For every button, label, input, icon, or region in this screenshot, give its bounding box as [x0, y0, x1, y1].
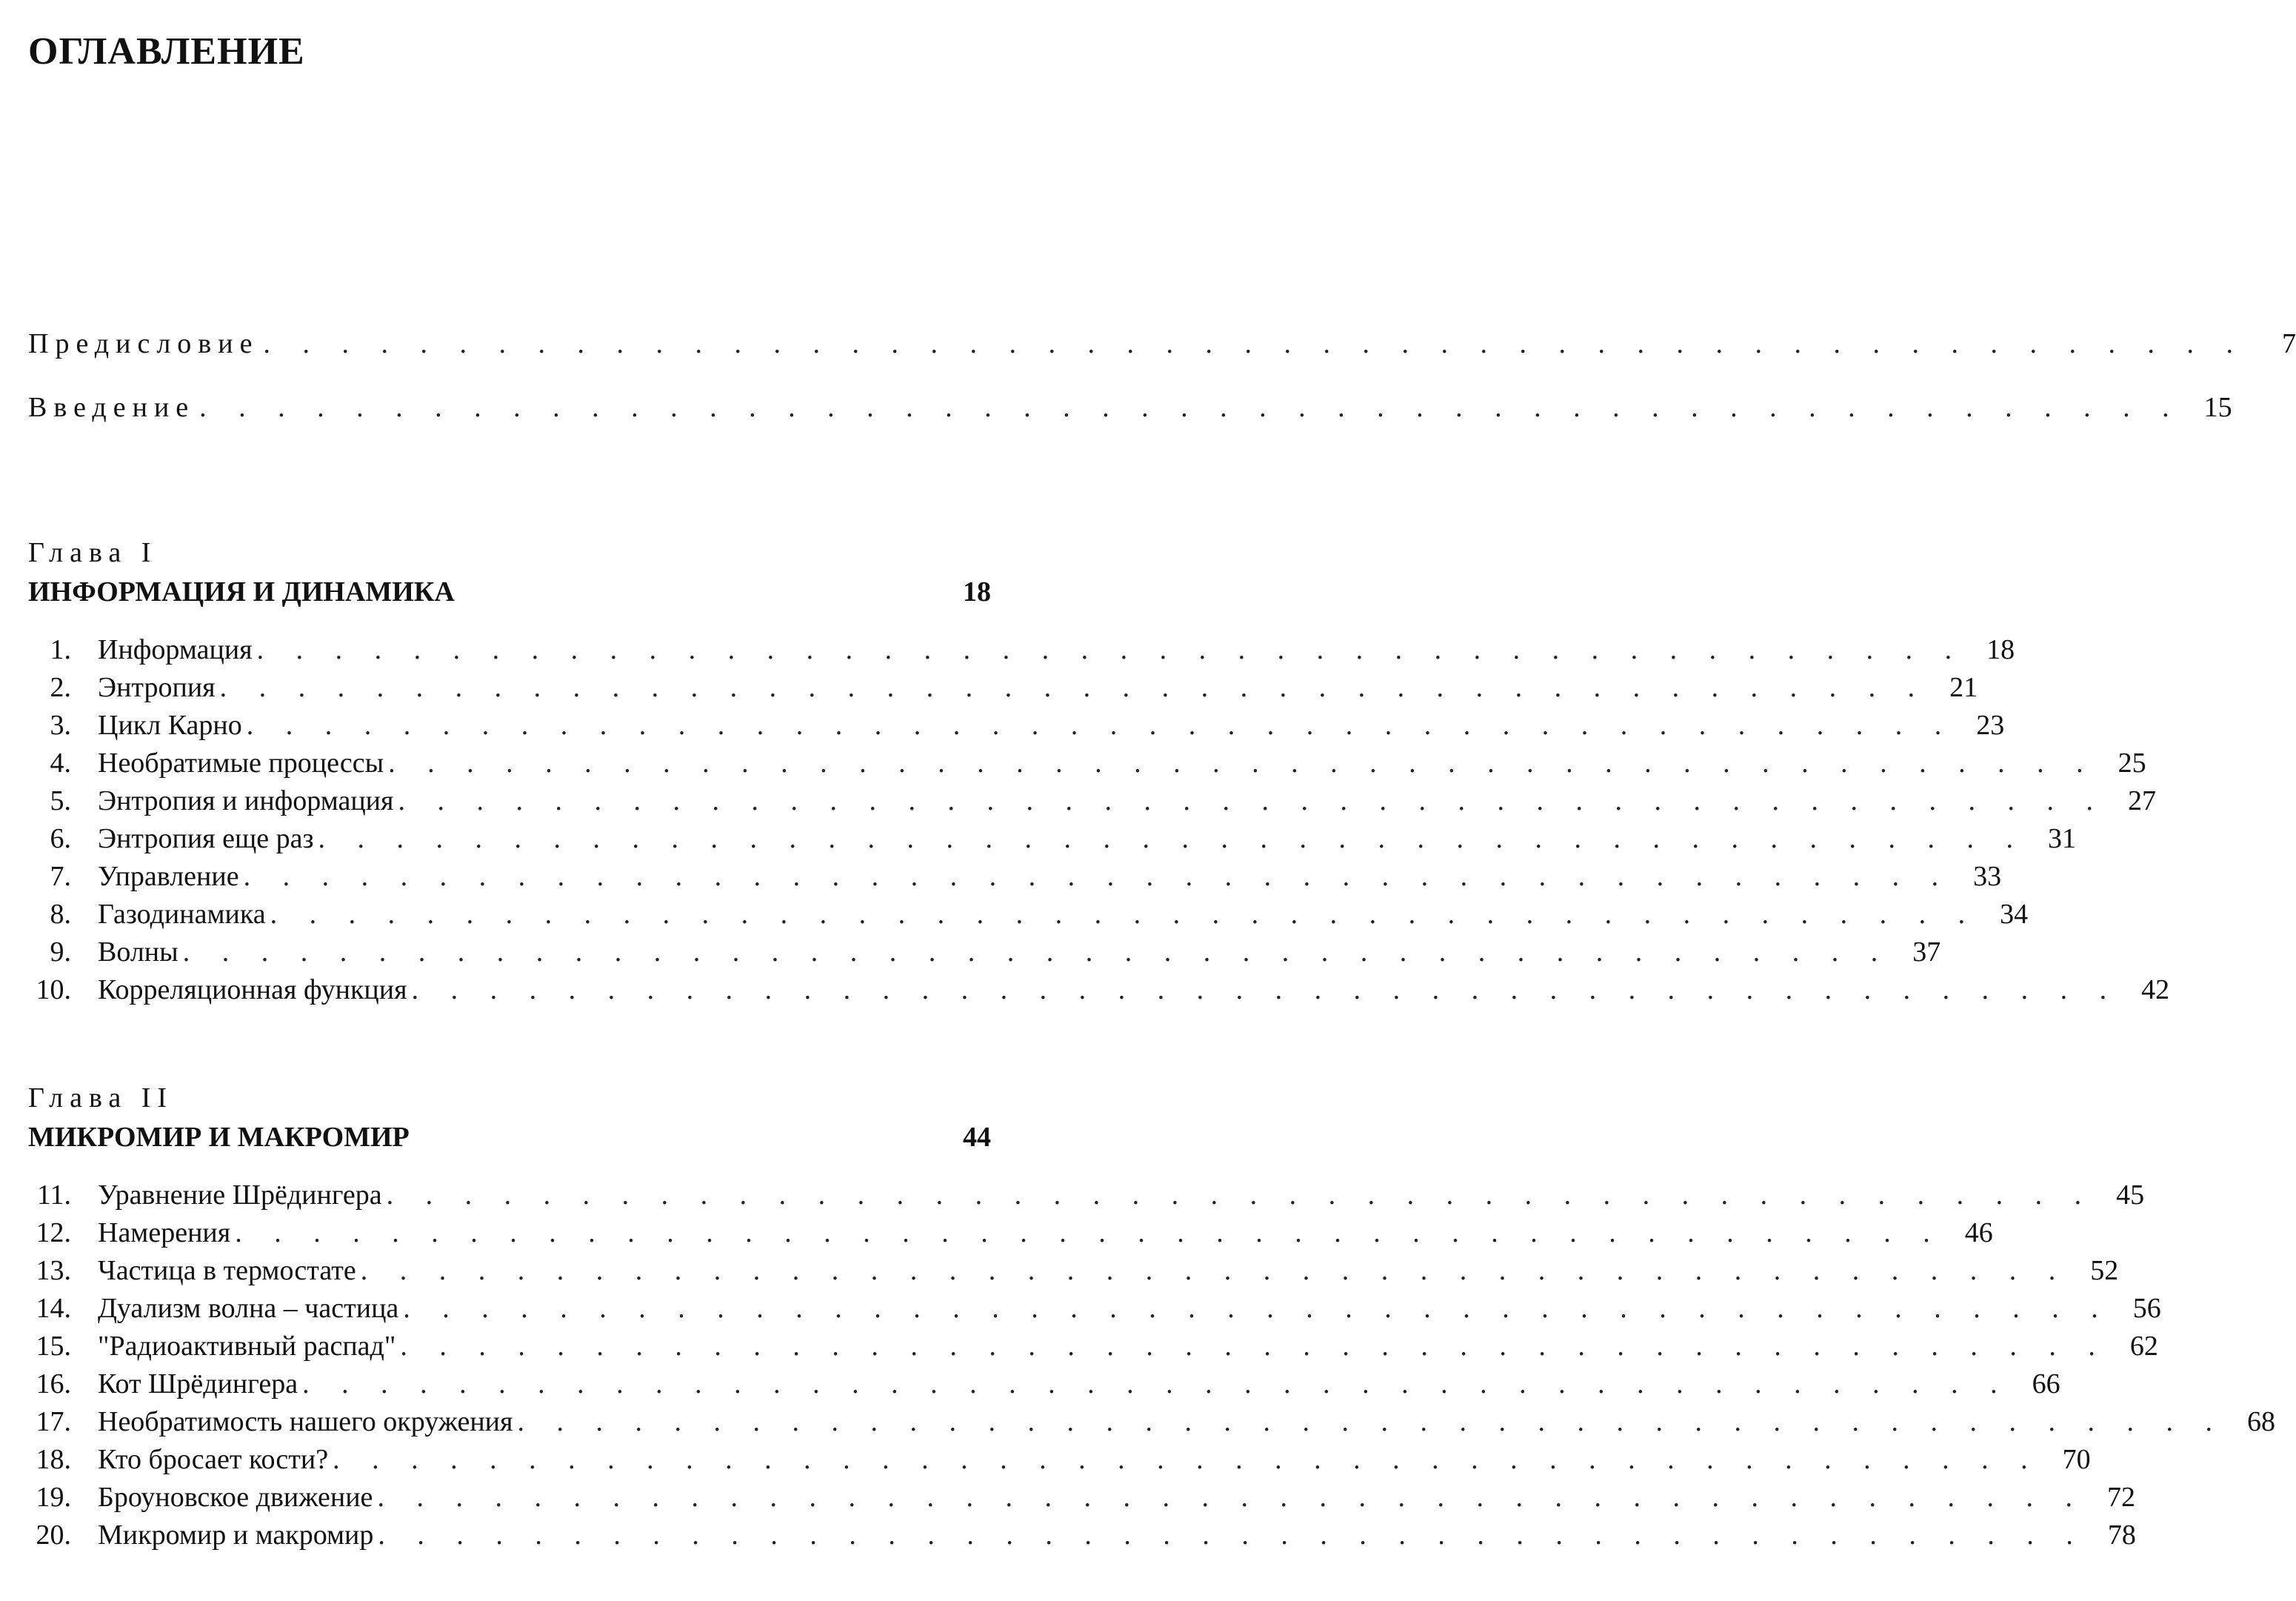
toc-entry-page: 45	[2116, 1179, 2145, 1211]
toc-entry-label: Энтропия	[98, 670, 220, 705]
toc-entry-label: Информация	[98, 633, 257, 667]
toc-entry-label: Энтропия еще раз	[98, 822, 318, 856]
dot-leader: . . . . . . . . . . . . . . . . . . . . . . . . . . . . . . . . . . . . . . . . . . . .	[517, 1406, 2225, 1437]
toc-entry-page: 34	[2000, 899, 2029, 930]
dot-leader: . . . . . . . . . . . . . . . . . . . . . . . . . . . . . . . . . . . . . . . . . . . .	[333, 1444, 2040, 1475]
toc-entry-label: Микромир и макромир	[98, 1518, 378, 1552]
toc-entry-number: 9.	[50, 936, 71, 968]
dot-leader: . . . . . . . . . . . . . . . . . . . . . . . . . . . . . . . . . . . . . . . . . . . .	[400, 1331, 2108, 1362]
chapter-title: МИКРОМИР И МАКРОМИР	[28, 1122, 410, 1153]
toc-entry-page: 68	[2246, 1406, 2275, 1437]
toc-entry-label: "Радиоактивный распад"	[98, 1329, 400, 1363]
chapter-page: 44	[963, 1122, 991, 1153]
toc-entry-page: 31	[2048, 823, 2077, 854]
dot-leader: . . . . . . . . . . . . . . . . . . . . . . . . . . . . . . . . . . . . . . . . . . . .	[378, 1520, 2086, 1551]
toc-entry-page: 15	[2203, 392, 2232, 423]
toc-entry-label: Частица в термостате	[98, 1254, 361, 1288]
toc-entry[interactable]	[28, 859, 2002, 893]
dot-leader: . . . . . . . . . . . . . . . . . . . . . . . . . . . . . . . . . . . . . . . . . . . .	[386, 1179, 2095, 1211]
toc-entry[interactable]	[28, 973, 2170, 1007]
toc-entry-page: 27	[2128, 785, 2157, 816]
toc-entry-page: 23	[1976, 710, 2005, 741]
toc-entry-page: 78	[2107, 1520, 2136, 1551]
dot-leader: . . . . . . . . . . . . . . . . . . . . . . . . . . . . . . . . . . . . . . . . . . . .	[360, 1255, 2069, 1286]
toc-entry-label: Предисловие	[28, 327, 263, 361]
toc-entry-label: Введение	[28, 390, 199, 425]
toc-entry-number: 10.	[36, 974, 71, 1005]
toc-entry-page: 72	[2106, 1482, 2135, 1513]
toc-entry-label: Цикл Карно	[98, 708, 247, 742]
toc-entry-number: 11.	[36, 1179, 71, 1211]
toc-entry[interactable]	[28, 1405, 2275, 1439]
dot-leader: . . . . . . . . . . . . . . . . . . . . . . . . . . . . . . . . . . . . . . . . . . . .	[270, 899, 1978, 930]
toc-entry-label: Необратимость нашего окружения	[98, 1405, 517, 1439]
toc-entry-label: Энтропия и информация	[98, 784, 398, 818]
toc-entry-label: Кот Шрёдингера	[98, 1367, 302, 1401]
toc-entry-label: Управление	[98, 859, 244, 893]
toc-entry-number: 15.	[36, 1331, 71, 1362]
dot-leader: . . . . . . . . . . . . . . . . . . . . . . . . . . . . . . . . . . . . . . . . . . . .	[377, 1482, 2085, 1513]
toc-entry[interactable]	[28, 935, 1941, 969]
toc-entry-label: Газодинамика	[98, 897, 270, 931]
toc-entry-page: 52	[2090, 1255, 2119, 1286]
dot-leader: . . . . . . . . . . . . . . . . . . . . . . . . . . . . . . . . . . . . . . . . . . . .	[398, 785, 2106, 816]
toc-entry-number: 8.	[50, 899, 71, 930]
dot-leader: . . . . . . . . . . . . . . . . . . . . . . . . . . . . . . . . . . . . . . . . . . . .	[219, 672, 1928, 703]
toc-entry-number: 19.	[36, 1482, 71, 1513]
toc-entry[interactable]	[28, 633, 2015, 667]
toc-entry-page: 56	[2132, 1293, 2161, 1324]
toc-entry[interactable]	[28, 746, 2146, 780]
toc-entry[interactable]	[28, 1178, 2145, 1212]
toc-entry-label: Броуновское движение	[98, 1480, 377, 1514]
chapter-page: 18	[963, 576, 991, 608]
toc-entry-number: 7.	[50, 861, 71, 892]
toc-entry-page: 66	[2032, 1368, 2060, 1399]
toc-entry-number: 18.	[36, 1444, 71, 1475]
toc-entry[interactable]	[28, 1367, 2060, 1401]
chapter-heading[interactable]	[28, 575, 991, 609]
toc-entry[interactable]	[28, 708, 2005, 742]
toc-entry-page: 21	[1949, 672, 1978, 703]
dot-leader: . . . . . . . . . . . . . . . . . . . . . . . . . . . . . . . . . . . . . . . . . . . .	[411, 974, 2120, 1005]
toc-entry-label: Необратимые процессы	[98, 746, 388, 780]
dot-leader: . . . . . . . . . . . . . . . . . . . . . . . . . . . . . . . . . . . . . . . . . . . .	[235, 1217, 1943, 1248]
toc-entry-number: 3.	[50, 710, 71, 741]
toc-entry-label: Уравнение Шрёдингера	[98, 1178, 387, 1212]
dot-leader: . . . . . . . . . . . . . . . . . . . . . . . . . . . . . . . . . . . . . . . . . . . .	[302, 1368, 2010, 1399]
toc-entry-number: 1.	[50, 634, 71, 665]
dot-leader: . . . . . . . . . . . . . . . . . . . . . . . . . . . . . . . . . . . . . . . . . . . .	[403, 1293, 2111, 1324]
toc-entry[interactable]	[28, 1480, 2135, 1514]
toc-entry-page: 46	[1964, 1217, 1993, 1248]
toc-entry-label: Корреляционная функция	[98, 973, 412, 1007]
toc-entry-preface[interactable]	[28, 327, 2296, 361]
toc-entry-number: 2.	[50, 672, 71, 703]
toc-entry-label: Намерения	[98, 1216, 235, 1250]
dot-leader: . . . . . . . . . . . . . . . . . . . . . . . . . . . . . . . . . . . . . . . . . . . . . . . . . . .	[199, 392, 2182, 423]
dot-leader: . . . . . . . . . . . . . . . . . . . . . . . . . . . . . . . . . . . . . . . . . . . .	[243, 861, 1952, 892]
toc-entry-label: Кто бросает кости?	[98, 1442, 333, 1477]
dot-leader: . . . . . . . . . . . . . . . . . . . . . . . . . . . . . . . . . . . . . . . . . . . .	[256, 634, 1965, 665]
toc-entry-page: 37	[1912, 936, 1941, 968]
toc-entry[interactable]	[28, 1329, 2158, 1363]
toc-entry[interactable]	[28, 784, 2157, 818]
toc-entry-page: 25	[2118, 748, 2146, 779]
toc-entry[interactable]	[28, 822, 2077, 856]
dot-leader: . . . . . . . . . . . . . . . . . . . . . . . . . . . . . . . . . . . . . . . . . . . .	[318, 823, 2026, 854]
toc-entry-number: 16.	[36, 1368, 71, 1399]
toc-entry[interactable]	[28, 1442, 2091, 1477]
toc-entry-number: 5.	[50, 785, 71, 816]
toc-entry[interactable]	[28, 1518, 2136, 1552]
dot-leader: . . . . . . . . . . . . . . . . . . . . . . . . . . . . . . . . . . . . . . . . . . . .	[246, 710, 1955, 741]
chapter-label: Глава I	[28, 537, 158, 568]
toc-entry[interactable]	[28, 897, 2029, 931]
toc-entry-number: 4.	[50, 748, 71, 779]
chapter-title: ИНФОРМАЦИЯ И ДИНАМИКА	[28, 576, 455, 608]
chapter-heading[interactable]	[28, 1120, 991, 1154]
page-title: ОГЛАВЛЕНИЕ	[28, 30, 305, 73]
toc-entry-page: 18	[1986, 634, 2015, 665]
toc-page	[28, 0, 2296, 1601]
toc-entry-number: 13.	[36, 1255, 71, 1286]
toc-entry-number: 20.	[36, 1520, 71, 1551]
toc-entry-page: 7	[2281, 328, 2296, 359]
chapter-label: Глава II	[28, 1082, 174, 1114]
toc-entry-introduction[interactable]	[28, 390, 2232, 425]
toc-entry[interactable]	[28, 1216, 1993, 1250]
toc-entry-number: 6.	[50, 823, 71, 854]
dot-leader: . . . . . . . . . . . . . . . . . . . . . . . . . . . . . . . . . . . . . . . . . . . . . . . . . . .	[263, 328, 2246, 359]
toc-entry-label: Волны	[98, 935, 183, 969]
toc-entry-page: 42	[2141, 974, 2170, 1005]
toc-entry-number: 14.	[36, 1293, 71, 1324]
dot-leader: . . . . . . . . . . . . . . . . . . . . . . . . . . . . . . . . . . . . . . . . . . . .	[388, 748, 2096, 779]
toc-entry-page: 62	[2129, 1331, 2158, 1362]
toc-entry-number: 12.	[36, 1217, 71, 1248]
toc-entry[interactable]	[28, 1254, 2119, 1288]
toc-entry[interactable]	[28, 1291, 2161, 1325]
toc-entry-page: 33	[1973, 861, 2002, 892]
toc-entry-label: Дуализм волна – частица	[98, 1291, 403, 1325]
toc-entry-number: 17.	[36, 1406, 71, 1437]
toc-entry-page: 70	[2062, 1444, 2091, 1475]
dot-leader: . . . . . . . . . . . . . . . . . . . . . . . . . . . . . . . . . . . . . . . . . . . .	[182, 936, 1891, 968]
toc-entry[interactable]	[28, 670, 1978, 705]
